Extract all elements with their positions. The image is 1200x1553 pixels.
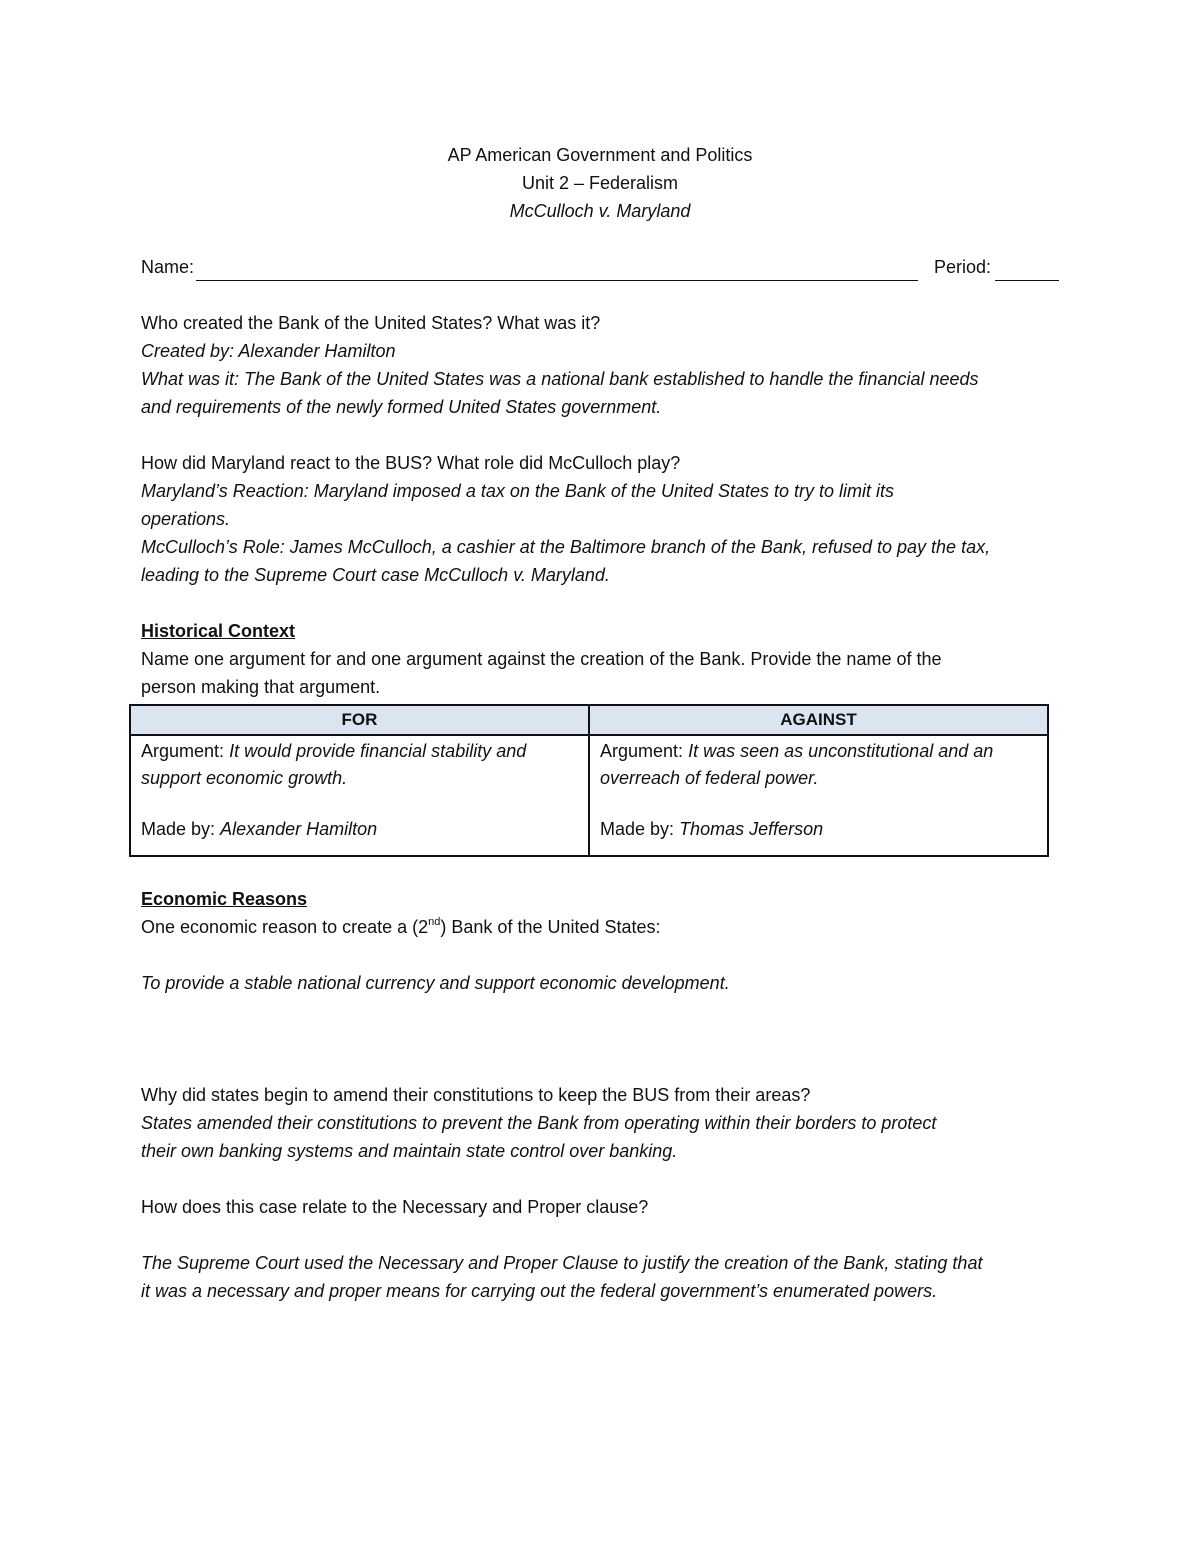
name-label: Name: (141, 257, 195, 277)
question-text: How did Maryland react to the BUS? What role did McCulloch play? (141, 453, 681, 473)
for-cell (130, 735, 589, 856)
historical-context-section (141, 617, 1059, 857)
historical-prompt-cont: person making that argument. (141, 677, 381, 697)
unit-title: Unit 2 – Federalism (521, 173, 679, 193)
name-period-row (141, 253, 1059, 281)
period-label: Period: (933, 257, 991, 277)
question-maryland-reaction (141, 449, 1059, 589)
made-by-label: Made by: (141, 819, 216, 839)
against-column-header: AGAINST (589, 705, 1048, 735)
answer-role-cont: leading to the Supreme Court case McCulloch v. Maryland. (141, 565, 610, 585)
answer-reaction-cont: operations. (141, 509, 231, 529)
against-argument: It was seen as unconstitutional and an overreach of federal power. (600, 741, 994, 788)
economic-reasons-section (141, 885, 1059, 1081)
question-text: Who created the Bank of the United States? What was it? (141, 313, 601, 333)
arguments-table (129, 704, 1049, 857)
economic-answer: To provide a stable national currency and support economic development. (141, 973, 730, 993)
worksheet-page (141, 141, 1059, 1333)
question-text: Why did states begin to amend their constitutions to keep the BUS from their areas? (141, 1085, 811, 1105)
case-title: McCulloch v. Maryland (509, 201, 691, 221)
question-text: How does this case relate to the Necessary and Proper clause? (141, 1197, 649, 1217)
answer-what-was-it: What was it: The Bank of the United States was a national bank established to handle the financial needs (141, 369, 979, 389)
section-heading-historical: Historical Context (141, 621, 296, 641)
answer-what-was-it-cont: and requirements of the newly formed United States government. (141, 397, 662, 417)
period-field[interactable] (995, 258, 1059, 281)
answer-amendments: States amended their constitutions to prevent the Bank from operating within their borders to protect (141, 1113, 937, 1133)
answer-necessary-proper-cont: it was a necessary and proper means for carrying out the federal government’s enumerated powers. (141, 1281, 938, 1301)
argument-label: Argument: (141, 741, 225, 761)
answer-role: McCulloch’s Role: James McCulloch, a cashier at the Baltimore branch of the Bank, refused to pay the tax, (141, 537, 991, 557)
question-necessary-proper (141, 1193, 1059, 1305)
against-made-by: Thomas Jefferson (679, 819, 824, 839)
economic-prompt: One economic reason to create a (2nd) Bank of the United States: (141, 916, 661, 937)
argument-label: Argument: (600, 741, 684, 761)
name-field[interactable] (196, 258, 918, 281)
answer-necessary-proper: The Supreme Court used the Necessary and Proper Clause to justify the creation of the Bank, stating that (141, 1253, 983, 1273)
against-cell (589, 735, 1048, 856)
historical-prompt: Name one argument for and one argument against the creation of the Bank. Provide the name of the (141, 649, 942, 669)
answer-amendments-cont: their own banking systems and maintain state control over banking. (141, 1141, 678, 1161)
for-column-header: FOR (130, 705, 589, 735)
for-argument: It would provide financial stability and support economic growth. (141, 741, 527, 788)
made-by-label: Made by: (600, 819, 675, 839)
course-title: AP American Government and Politics (447, 145, 753, 165)
answer-created-by: Created by: Alexander Hamilton (141, 341, 396, 361)
section-heading-economic: Economic Reasons (141, 889, 308, 909)
question-bank-creator (141, 309, 1059, 421)
document-header (141, 141, 1059, 225)
answer-reaction: Maryland’s Reaction: Maryland imposed a tax on the Bank of the United States to try to limit its (141, 481, 895, 501)
question-state-amendments (141, 1081, 1059, 1165)
for-made-by: Alexander Hamilton (220, 819, 378, 839)
